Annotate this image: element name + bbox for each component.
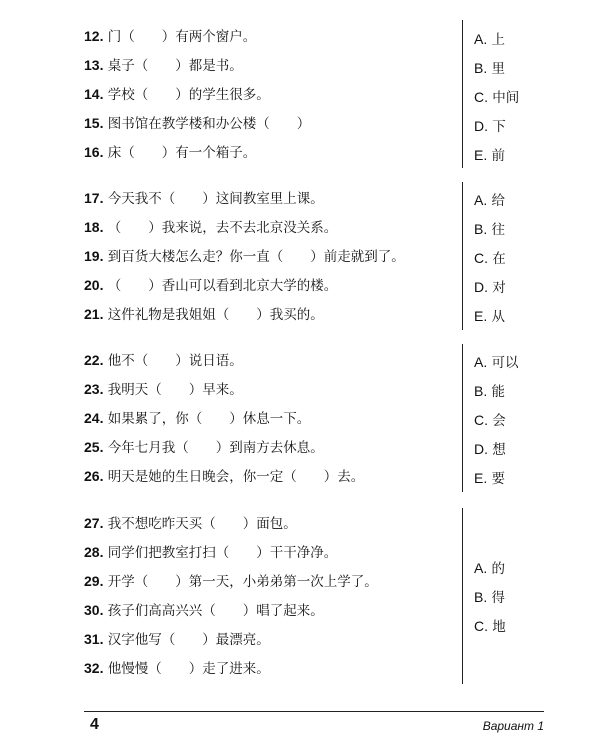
question-number: 22. [84,352,104,368]
question-text: 他不（ ）说日语。 [107,353,243,369]
option-letter: C. [474,89,488,105]
question-number: 17. [84,190,104,206]
question-text: 汉字他写（ ）最漂亮。 [107,632,270,648]
option-item [474,470,505,487]
question-text: 床（ ）有一个箱子。 [107,145,257,161]
question-item [84,86,270,103]
question-number: 31. [84,631,104,647]
option-word: 地 [492,619,506,635]
question-item [84,190,324,207]
question-text: 今年七月我（ ）到南方去休息。 [107,440,324,456]
question-number: 16. [84,144,104,160]
question-text: 同学们把教室打扫（ ）干干净净。 [107,545,338,561]
option-word: 的 [491,561,506,577]
footer-rule [84,711,544,712]
option-item [474,89,519,106]
option-word: 在 [492,251,506,267]
question-number: 26. [84,468,104,484]
option-letter: A. [474,192,488,208]
question-item [84,219,337,236]
option-item [474,192,505,209]
option-word: 从 [491,309,506,325]
question-item [84,544,337,561]
question-item [84,468,364,485]
option-letter: E. [474,147,488,163]
option-word: 要 [491,471,506,487]
question-item [84,57,243,74]
question-item [84,660,270,677]
question-text: 明天是她的生日晚会，你一定（ ）去。 [107,469,365,485]
question-text: 孩子们高高兴兴（ ）唱了起来。 [107,603,324,619]
options-divider [462,508,463,684]
option-item [474,250,506,267]
option-word: 前 [491,148,506,164]
question-text: 我明天（ ）早来。 [107,382,243,398]
question-text: 开学（ ）第一天，小弟弟第一次上学了。 [107,574,378,590]
option-word: 中间 [492,90,520,106]
option-item [474,441,506,458]
option-letter: E. [474,470,488,486]
option-letter: D. [474,118,488,134]
question-text: 如果累了，你（ ）休息一下。 [107,411,311,427]
option-item [474,412,506,429]
question-item [84,144,256,161]
option-item [474,383,505,400]
option-item [474,354,519,371]
option-word: 对 [492,280,506,296]
question-text: 这件礼物是我姐姐（ ）我买的。 [107,307,324,323]
option-letter: A. [474,31,488,47]
variant-label: Вариант 1 [482,719,544,733]
question-number: 14. [84,86,104,102]
option-item [474,221,505,238]
question-item [84,277,337,294]
option-item [474,618,506,635]
question-item [84,248,405,265]
question-text: 今天我不（ ）这间教室里上课。 [107,191,324,207]
question-number: 25. [84,439,104,455]
question-text: 桌子（ ）都是书。 [107,58,243,74]
option-letter: A. [474,354,488,370]
question-number: 18. [84,219,104,235]
option-word: 会 [492,413,506,429]
option-item [474,60,505,77]
option-word: 给 [491,193,506,209]
option-letter: D. [474,279,488,295]
option-word: 可以 [491,355,519,371]
option-item [474,589,505,606]
question-item [84,515,297,532]
question-item [84,410,310,427]
question-text: （ ）我来说，去不去北京没关系。 [107,220,338,236]
option-letter: C. [474,250,488,266]
option-letter: A. [474,560,488,576]
question-number: 19. [84,248,104,264]
option-word: 下 [492,119,506,135]
question-number: 15. [84,115,104,131]
option-letter: B. [474,589,488,605]
option-word: 往 [491,222,506,238]
question-text: 学校（ ）的学生很多。 [107,87,270,103]
option-item [474,147,505,164]
question-number: 24. [84,410,104,426]
option-letter: E. [474,308,488,324]
question-text: 他慢慢（ ）走了进来。 [107,661,270,677]
question-text: 图书馆在教学楼和办公楼（ ） [107,116,311,132]
question-number: 28. [84,544,104,560]
option-letter: B. [474,221,488,237]
question-number: 27. [84,515,104,531]
option-item [474,279,506,296]
option-item [474,560,505,577]
option-item [474,31,505,48]
options-divider [462,344,463,492]
question-item [84,115,310,132]
option-word: 上 [491,32,506,48]
question-number: 21. [84,306,104,322]
option-word: 想 [492,442,506,458]
question-item [84,28,256,45]
question-number: 13. [84,57,104,73]
option-word: 得 [491,590,506,606]
question-text: 门（ ）有两个窗户。 [107,29,257,45]
question-number: 23. [84,381,104,397]
option-letter: B. [474,383,488,399]
question-item [84,573,378,590]
question-number: 30. [84,602,104,618]
option-letter: C. [474,618,488,634]
question-number: 12. [84,28,104,44]
option-word: 里 [491,61,506,77]
question-item [84,306,324,323]
page-number: 4 [90,716,99,733]
question-item [84,352,243,369]
option-letter: D. [474,441,488,457]
question-number: 29. [84,573,104,589]
question-item [84,381,243,398]
question-item [84,439,324,456]
question-item [84,602,324,619]
options-divider [462,20,463,168]
question-item [84,631,270,648]
option-letter: C. [474,412,488,428]
question-text: 我不想吃昨天买（ ）面包。 [107,516,297,532]
question-number: 20. [84,277,104,293]
options-divider [462,182,463,330]
question-text: （ ）香山可以看到北京大学的楼。 [107,278,338,294]
option-item [474,308,505,325]
question-number: 32. [84,660,104,676]
option-item [474,118,506,135]
option-word: 能 [491,384,506,400]
option-letter: B. [474,60,488,76]
question-text: 到百货大楼怎么走？你一直（ ）前走就到了。 [107,249,405,265]
